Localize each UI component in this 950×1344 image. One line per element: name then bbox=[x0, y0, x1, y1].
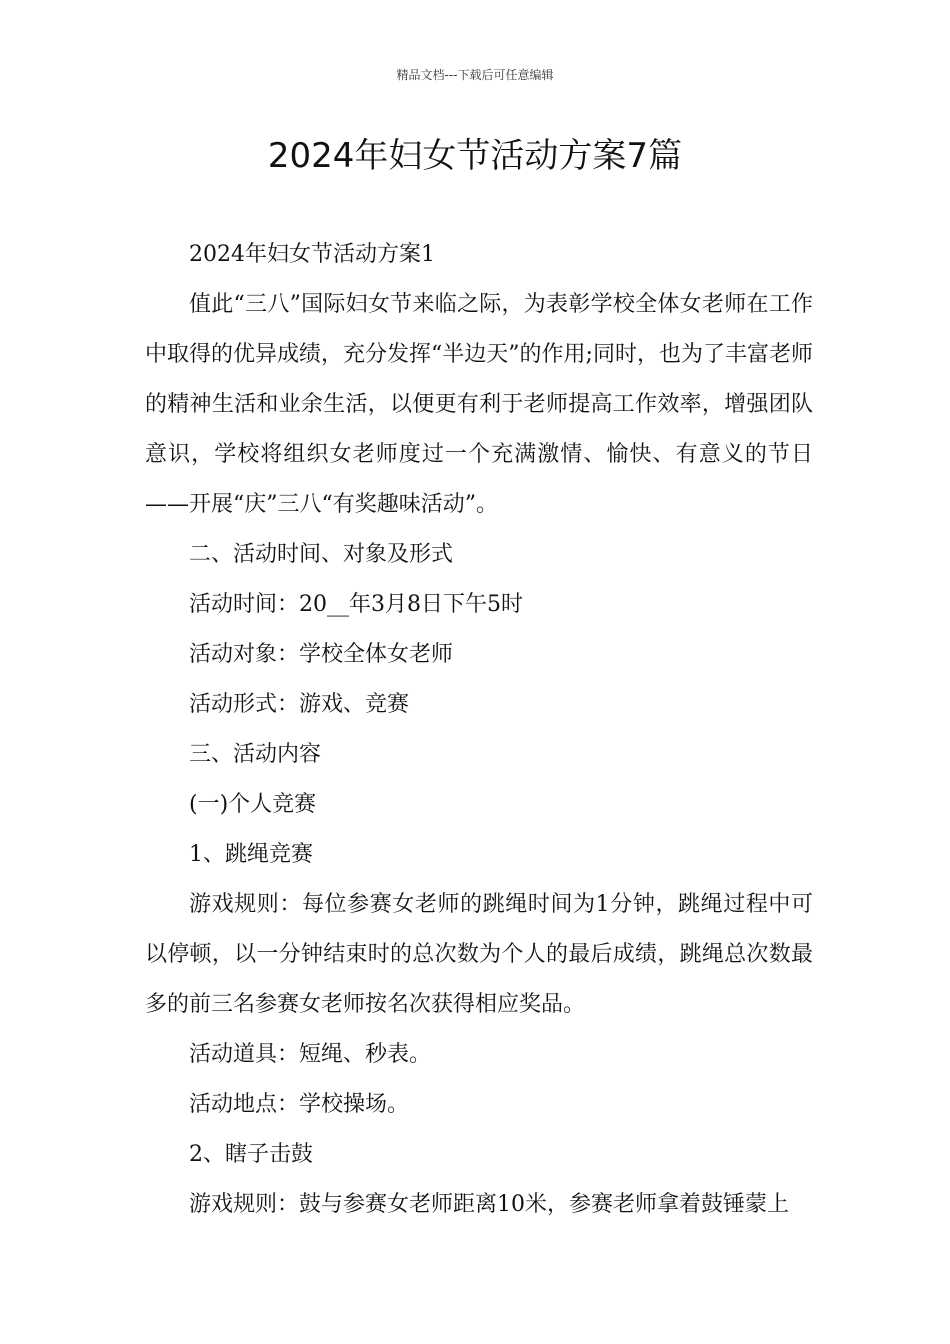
activity-location: 活动地点：学校操场。 bbox=[189, 1092, 410, 1117]
activity-time: 活动时间：20__年3月8日下午5时 bbox=[189, 592, 523, 617]
subsection-heading: (一)个人竞赛 bbox=[189, 792, 317, 817]
game-rules-paragraph: 游戏规则：鼓与参赛女老师距离10米，参赛老师拿着鼓锤蒙上 bbox=[189, 1192, 789, 1217]
header-note: 精品文档---下载后可任意编辑 bbox=[396, 68, 554, 82]
item-heading: 2、瞎子击鼓 bbox=[189, 1142, 313, 1167]
activity-props: 活动道具：短绳、秒表。 bbox=[189, 1042, 432, 1067]
activity-target: 活动对象：学校全体女老师 bbox=[189, 642, 454, 667]
section-heading: 二、活动时间、对象及形式 bbox=[189, 542, 454, 567]
section-heading: 2024年妇女节活动方案1 bbox=[189, 242, 435, 267]
activity-form: 活动形式：游戏、竞赛 bbox=[189, 692, 410, 717]
document-title: 2024年妇女节活动方案7篇 bbox=[267, 136, 683, 176]
intro-paragraph: 值此“三八”国际妇女节来临之际，为表彰学校全体女老师在工作中取得的优异成绩，充分发挥“半边天”的作用;同时，也为了丰富老师的精神生活和业余生活，以便更有利于老师提高工作效率，增强团队意识，学校将组织女老师度过一个充满激情、愉快、有意义的节日——开展“庆”三八“有奖趣味活动”。 bbox=[145, 292, 813, 517]
item-heading: 1、跳绳竞赛 bbox=[189, 842, 313, 867]
document-body bbox=[145, 230, 813, 1230]
section-heading: 三、活动内容 bbox=[189, 742, 322, 767]
game-rules-paragraph: 游戏规则：每位参赛女老师的跳绳时间为1分钟，跳绳过程中可以停顿，以一分钟结束时的总次数为个人的最后成绩，跳绳总次数最多的前三名参赛女老师按名次获得相应奖品。 bbox=[145, 892, 813, 1017]
